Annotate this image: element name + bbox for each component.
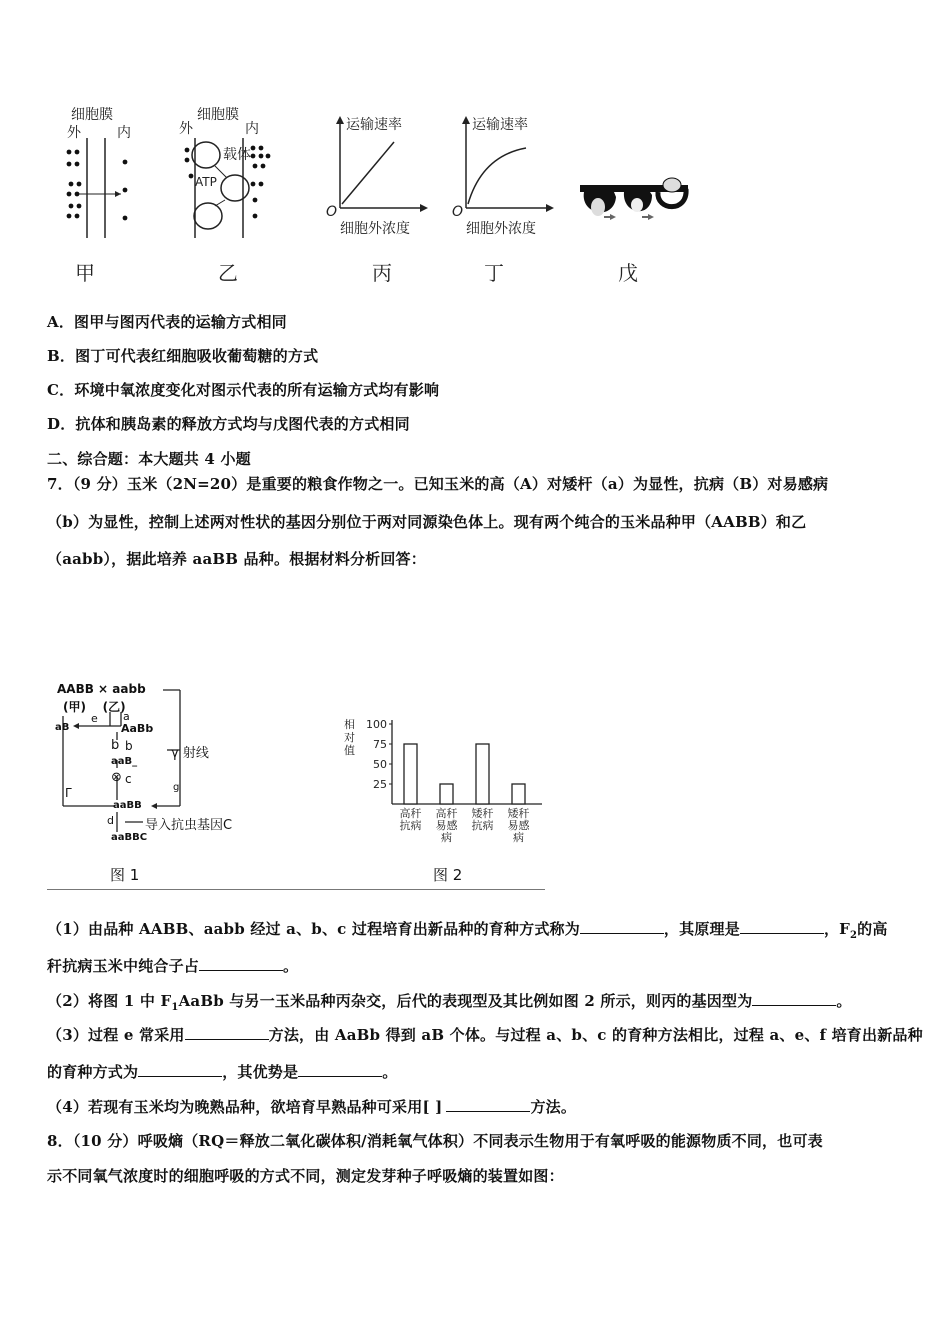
q3-text-c: 的育种方式为 bbox=[47, 1063, 139, 1081]
category-label: 矮秆 bbox=[471, 807, 494, 820]
q7-sub4 bbox=[47, 1096, 576, 1117]
fig1-aab: aaB_ bbox=[111, 756, 138, 767]
fig1-g: g bbox=[173, 782, 180, 793]
figure-divider bbox=[47, 889, 545, 890]
fig1-b: b bbox=[111, 738, 120, 753]
bing-caption: 丙 bbox=[372, 261, 392, 285]
yi-caption: 乙 bbox=[218, 261, 238, 285]
jia-inside-label: 内 bbox=[117, 125, 131, 141]
category-label: 病 bbox=[441, 831, 452, 844]
q1-text-c: ，F bbox=[823, 920, 850, 938]
section-heading: 二、综合题：本大题共 4 小题 bbox=[47, 450, 251, 468]
fig1-c: c bbox=[125, 772, 132, 786]
wu-caption: 戊 bbox=[618, 261, 638, 285]
q7-sub3-line2 bbox=[47, 1061, 397, 1082]
q1-blank-3[interactable] bbox=[199, 956, 283, 971]
q7-sub1-line1 bbox=[47, 918, 888, 941]
category-label: 易感 bbox=[435, 819, 458, 832]
y-tick-label: 75 bbox=[373, 738, 387, 751]
q2-subscript: 1 bbox=[171, 1002, 179, 1013]
ding-origin: O bbox=[452, 204, 464, 220]
fig1-d: d bbox=[107, 814, 114, 827]
ding-xlabel: 细胞外浓度 bbox=[466, 221, 536, 237]
option-b: B．图丁可代表红细胞吸收葡萄糖的方式 bbox=[47, 347, 319, 365]
category-label: 高秆 bbox=[399, 807, 422, 820]
q3-text-a: （3）过程 e 常采用 bbox=[47, 1026, 185, 1044]
category-label: 矮秆 bbox=[507, 807, 530, 820]
bar-3 bbox=[476, 744, 489, 804]
option-c: C．环境中氧浓度变化对图示代表的所有运输方式均有影响 bbox=[47, 381, 440, 399]
q1-text-d: 的高 bbox=[857, 920, 888, 938]
y-tick-label: 50 bbox=[373, 758, 387, 771]
fig1-a: a bbox=[123, 710, 130, 723]
q3-text-d: ，其优势是 bbox=[222, 1063, 299, 1081]
y-axis-label-char: 值 bbox=[344, 744, 355, 757]
bar-2 bbox=[440, 784, 453, 804]
fig1-parents: (甲) (乙) bbox=[63, 700, 126, 714]
q1-subscript: 2 bbox=[850, 930, 858, 941]
figure-1 bbox=[55, 682, 315, 882]
option-d: D．抗体和胰岛素的释放方式均与戊图代表的方式相同 bbox=[47, 415, 410, 433]
bing-origin: O bbox=[326, 204, 338, 220]
category-label: 抗病 bbox=[399, 819, 422, 832]
y-tick-label: 100 bbox=[366, 718, 387, 731]
figure-2 bbox=[340, 712, 560, 862]
figure-wu-drawing bbox=[578, 175, 693, 235]
q1-blank-1[interactable] bbox=[580, 919, 664, 934]
fig1-insect: 导入抗虫基因C bbox=[145, 818, 233, 833]
q3-blank-3[interactable] bbox=[298, 1062, 382, 1077]
fig1-f1: AaBb bbox=[121, 722, 154, 735]
q3-text-b: 方法，由 AaBb 得到 aB 个体。与过程 a、b、c 的育种方法相比，过程 a、e、f 培育出新品种 bbox=[268, 1026, 923, 1044]
figure-bing bbox=[322, 110, 432, 240]
yi-outside-label: 外 bbox=[179, 121, 193, 137]
q2-blank-1[interactable] bbox=[752, 991, 836, 1006]
q4-blank-1[interactable] bbox=[446, 1097, 530, 1112]
jia-caption: 甲 bbox=[75, 261, 95, 285]
ding-ylabel: 运输速率 bbox=[472, 117, 528, 133]
category-label: 病 bbox=[513, 831, 524, 844]
q3-blank-1[interactable] bbox=[185, 1025, 269, 1040]
q1-blank-2[interactable] bbox=[740, 919, 824, 934]
figure-2-chart bbox=[340, 712, 560, 862]
fig1-self-icon: ⊗ bbox=[111, 770, 122, 785]
yi-atp-label: ATP bbox=[195, 175, 217, 189]
jia-membrane-label: 细胞膜 bbox=[71, 107, 113, 123]
q7-sub3-line1 bbox=[47, 1024, 923, 1045]
q2-text-b: AaBb 与另一玉米品种丙杂交，后代的表现型及其比例如图 2 所示，则丙的基因型为 bbox=[178, 992, 753, 1010]
option-a: A．图甲与图丙代表的运输方式相同 bbox=[47, 313, 287, 331]
q1-text-f: 。 bbox=[283, 957, 299, 975]
bar-1 bbox=[404, 744, 417, 804]
yi-carrier-label: 载体 bbox=[223, 147, 251, 163]
q8-line-2: 示不同氧气浓度时的细胞呼吸的方式不同，测定发芽种子呼吸熵的装置如图： bbox=[47, 1167, 564, 1185]
q1-text-e: 秆抗病玉米中纯合子占 bbox=[47, 957, 200, 975]
q4-text-a: （4）若现有玉米均为晚熟品种，欲培育早熟品种可采用[ ] bbox=[47, 1098, 443, 1116]
figure-yi bbox=[175, 100, 275, 240]
q3-blank-2[interactable] bbox=[138, 1062, 222, 1077]
y-axis-label-char: 相 bbox=[344, 718, 355, 731]
q1-text-b: ，其原理是 bbox=[663, 920, 740, 938]
category-label: 易感 bbox=[507, 819, 530, 832]
fig1-aabb: aaBB bbox=[113, 800, 142, 811]
figure-jia bbox=[55, 100, 145, 240]
fig1-ab-left: aB bbox=[55, 722, 70, 733]
figure-wu bbox=[578, 175, 693, 235]
q7-line-3: （aabb），据此培养 aaBB 品种。根据材料分析回答： bbox=[47, 550, 426, 568]
fig1-aabbc: aaBBC bbox=[111, 832, 148, 843]
y-tick-label: 25 bbox=[373, 778, 387, 791]
q2-text-c: 。 bbox=[836, 992, 852, 1010]
fig1-cross: AABB × aabb bbox=[57, 682, 146, 696]
y-axis-label-char: 对 bbox=[344, 731, 355, 744]
fig1-bracket-icon: Γ bbox=[65, 786, 72, 800]
figure-ding bbox=[448, 110, 558, 240]
ding-caption: 丁 bbox=[484, 261, 504, 285]
fig2-caption: 图 2 bbox=[433, 866, 463, 884]
q4-text-b: 方法。 bbox=[530, 1098, 577, 1116]
yi-membrane-label: 细胞膜 bbox=[197, 107, 239, 123]
q1-text-a: （1）由品种 AABB、aabb 经过 a、b、c 过程培育出新品种的育种方式称为 bbox=[47, 920, 580, 938]
bing-ylabel: 运输速率 bbox=[346, 117, 402, 133]
fig1-b-label: b bbox=[125, 739, 133, 753]
fig1-caption: 图 1 bbox=[110, 866, 140, 884]
jia-outside-label: 外 bbox=[67, 125, 81, 141]
q2-text-a: （2）将图 1 中 F bbox=[47, 992, 172, 1010]
q8-line-1: 8．（10 分）呼吸熵（RQ＝释放二氧化碳体积/消耗氧气体积）不同表示生物用于有氧呼吸的能源物质不同，也可表 bbox=[47, 1132, 823, 1150]
q7-sub2 bbox=[47, 990, 852, 1013]
fig1-e: e bbox=[91, 712, 98, 725]
q7-line-2: （b）为显性，控制上述两对性状的基因分别位于两对同源染色体上。现有两个纯合的玉米品种甲（AABB）和乙 bbox=[47, 513, 807, 531]
yi-inside-label: 内 bbox=[245, 121, 259, 137]
q7-line-1: 7．（9 分）玉米（2N=20）是重要的粮食作物之一。已知玉米的高（A）对矮杆（a）为显性，抗病（B）对易感病 bbox=[47, 475, 829, 493]
category-label: 高秆 bbox=[435, 807, 458, 820]
bar-4 bbox=[512, 784, 525, 804]
q7-sub1-line2 bbox=[47, 955, 298, 976]
category-label: 抗病 bbox=[471, 819, 494, 832]
q3-text-e: 。 bbox=[382, 1063, 398, 1081]
fig1-gamma: γ 射线 bbox=[171, 746, 209, 761]
bing-xlabel: 细胞外浓度 bbox=[340, 221, 410, 237]
